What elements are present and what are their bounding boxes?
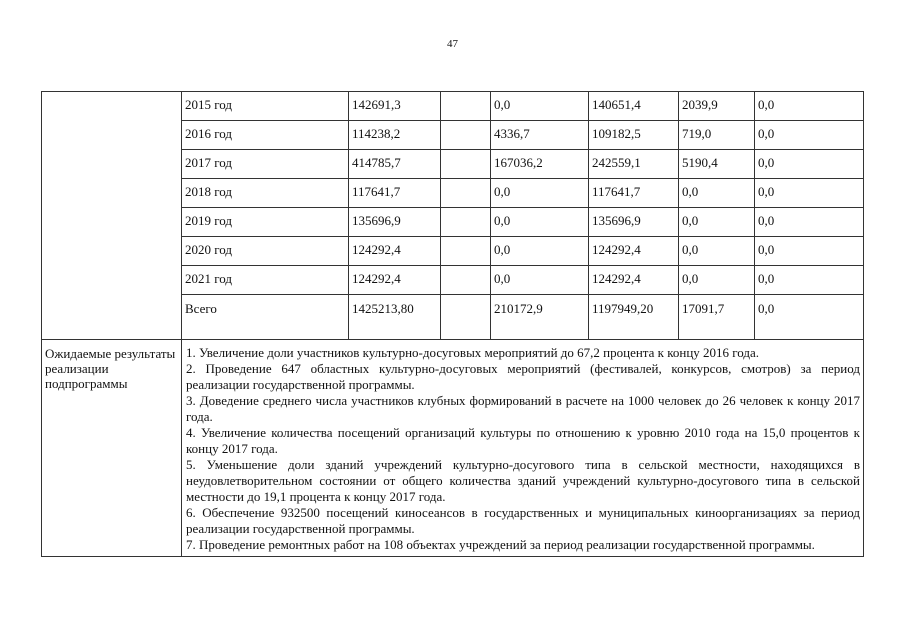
- funding-cell-year: 2016 год: [182, 121, 349, 150]
- result-item: 1. Увеличение доли участников культурно-досуговых мероприятий до 67,2 процента к концу 2016 года.: [186, 345, 760, 360]
- funding-cell-c1: [441, 179, 491, 208]
- funding-cell-c5: 0,0: [755, 208, 864, 237]
- funding-cell-year: 2019 год: [182, 208, 349, 237]
- page-number: 47: [447, 38, 458, 50]
- result-item: 4. Увеличение количества посещений организаций культуры по отношению к уровню 2010 года на 15,0 процентов к концу 2017 года.: [186, 425, 860, 456]
- funding-cell-c5: 0,0: [755, 92, 864, 121]
- funding-cell-c4: 0,0: [679, 208, 755, 237]
- funding-cell-c4: 0,0: [679, 266, 755, 295]
- funding-cell-c1: [441, 295, 491, 340]
- funding-cell-c4: 17091,7: [679, 295, 755, 340]
- result-item: 3. Доведение среднего числа участников клубных формирований в расчете на 1000 человек до 26 человек к концу 2017 года.: [186, 393, 860, 424]
- results-label: Ожидаемые результаты реализации подпрограммы: [42, 340, 182, 557]
- funding-cell-total: 1425213,80: [349, 295, 441, 340]
- funding-row: [42, 266, 864, 295]
- funding-cell-c3: 124292,4: [589, 237, 679, 266]
- funding-cell-year: 2018 год: [182, 179, 349, 208]
- funding-cell-c1: [441, 92, 491, 121]
- funding-cell-total: 142691,3: [349, 92, 441, 121]
- funding-cell-c5: 0,0: [755, 295, 864, 340]
- funding-empty-lead-cell: [42, 150, 182, 179]
- funding-cell-c3: 124292,4: [589, 266, 679, 295]
- funding-cell-c2: 210172,9: [491, 295, 589, 340]
- results-row: [42, 340, 864, 557]
- funding-cell-c3: 1197949,20: [589, 295, 679, 340]
- funding-cell-c2: 0,0: [491, 266, 589, 295]
- funding-cell-c3: 109182,5: [589, 121, 679, 150]
- result-item: 6. Обеспечение 932500 посещений киносеансов в государственных и муниципальных киноорганизациях за период реализации государственной программы.: [186, 505, 860, 536]
- funding-cell-year: Всего: [182, 295, 349, 340]
- funding-empty-lead-cell: [42, 121, 182, 150]
- funding-cell-year: 2021 год: [182, 266, 349, 295]
- funding-cell-c1: [441, 237, 491, 266]
- results-list: [182, 340, 864, 557]
- funding-cell-year: 2015 год: [182, 92, 349, 121]
- result-item: 5. Уменьшение доли зданий учреждений культурно-досугового типа в сельской местности, находящихся в неудовлетворительном состоянии от общего количества зданий учреждений культурно-досугового типа в сельской местности до 19,1 процента к концу 2017 года.: [186, 457, 860, 504]
- funding-row: [42, 150, 864, 179]
- funding-cell-c1: [441, 266, 491, 295]
- funding-cell-c5: 0,0: [755, 266, 864, 295]
- funding-cell-total: 135696,9: [349, 208, 441, 237]
- funding-cell-c3: 242559,1: [589, 150, 679, 179]
- funding-row: [42, 121, 864, 150]
- funding-cell-c1: [441, 208, 491, 237]
- funding-cell-c2: 0,0: [491, 208, 589, 237]
- result-item: 7. Проведение ремонтных работ на 108 объектах учреждений за период реализации государственной программы.: [186, 537, 815, 552]
- funding-table-body: [42, 92, 864, 340]
- funding-cell-c5: 0,0: [755, 179, 864, 208]
- result-item: 2. Проведение 647 областных культурно-досуговых мероприятий (фестивалей, конкурсов, смотров) за период реализации государственной программы.: [186, 361, 860, 392]
- funding-row: [42, 237, 864, 266]
- funding-cell-c3: 140651,4: [589, 92, 679, 121]
- funding-cell-total: 124292,4: [349, 237, 441, 266]
- funding-empty-lead-cell: [42, 179, 182, 208]
- funding-cell-total: 114238,2: [349, 121, 441, 150]
- funding-cell-c2: 0,0: [491, 92, 589, 121]
- funding-cell-total: 117641,7: [349, 179, 441, 208]
- funding-empty-lead-cell: [42, 208, 182, 237]
- funding-cell-total: 414785,7: [349, 150, 441, 179]
- funding-cell-total: 124292,4: [349, 266, 441, 295]
- funding-cell-c4: 0,0: [679, 179, 755, 208]
- funding-row: [42, 179, 864, 208]
- funding-cell-c2: 4336,7: [491, 121, 589, 150]
- funding-total-row: [42, 295, 864, 340]
- funding-cell-c3: 135696,9: [589, 208, 679, 237]
- funding-cell-c5: 0,0: [755, 150, 864, 179]
- funding-row: [42, 208, 864, 237]
- funding-cell-c2: 167036,2: [491, 150, 589, 179]
- funding-cell-c4: 2039,9: [679, 92, 755, 121]
- funding-cell-c2: 0,0: [491, 237, 589, 266]
- funding-cell-year: 2017 год: [182, 150, 349, 179]
- funding-cell-c2: 0,0: [491, 179, 589, 208]
- funding-cell-c1: [441, 150, 491, 179]
- funding-cell-c4: 5190,4: [679, 150, 755, 179]
- funding-cell-year: 2020 год: [182, 237, 349, 266]
- funding-cell-c4: 719,0: [679, 121, 755, 150]
- funding-empty-lead-cell: [42, 92, 182, 121]
- funding-row: [42, 92, 864, 121]
- funding-cell-c1: [441, 121, 491, 150]
- funding-empty-lead-cell: [42, 237, 182, 266]
- funding-cell-c3: 117641,7: [589, 179, 679, 208]
- funding-empty-lead-cell: [42, 295, 182, 340]
- funding-empty-lead-cell: [42, 266, 182, 295]
- funding-cell-c5: 0,0: [755, 237, 864, 266]
- program-table: [41, 91, 864, 557]
- funding-cell-c4: 0,0: [679, 237, 755, 266]
- funding-cell-c5: 0,0: [755, 121, 864, 150]
